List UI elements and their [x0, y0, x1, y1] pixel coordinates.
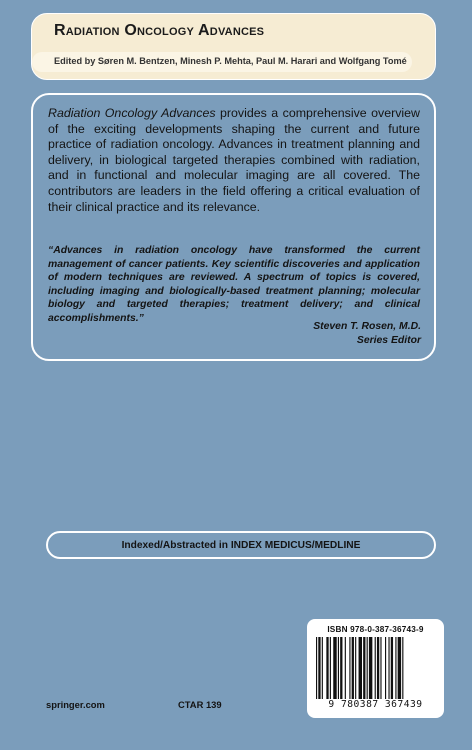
book-description	[48, 106, 420, 215]
endorsement-quote: “Advances in radiation oncology have transformed the current management of cancer patients. Key scientific discoveries and application of modern techniques are reviewed. A spectrum of topics is covered, including imaging and biologically-based treatment planning; molecular biology and targeted therapies; treatment delivery; and clinical accomplishments.”	[48, 245, 420, 324]
editors-line: Edited by Søren M. Bentzen, Minesh P. Mehta, Paul M. Harari and Wolfgang Tomé	[54, 56, 407, 66]
indexing-badge	[46, 531, 436, 559]
barcode-digits: 9 780387 367439	[328, 699, 423, 710]
description-text: provides a comprehensive overview of the exciting developments shaping the current and future practice of radiation oncology. Advances in treatment planning and delivery, in biological targeted therapies combined with radiation, and in functional and molecular imaging are all covered. The contributors are leaders in the field offering a critical evaluation of their clinical practice and its relevance.	[48, 106, 420, 214]
title-banner	[31, 13, 436, 80]
series-code: CTAR 139	[178, 699, 222, 710]
quote-author-role: Series Editor	[356, 334, 421, 346]
isbn-label: ISBN 978-0-387-36743-9	[327, 625, 424, 634]
quote-attribution	[313, 320, 421, 347]
publisher-url[interactable]: springer.com	[46, 699, 105, 710]
isbn-barcode-block	[307, 619, 444, 718]
barcode-icon	[314, 637, 437, 699]
description-book-name: Radiation Oncology Advances	[48, 106, 216, 120]
indexing-text: Indexed/Abstracted in INDEX MEDICUS/MEDLINE	[121, 539, 361, 551]
book-title: Radiation Oncology Advances	[54, 22, 265, 39]
quote-author: Steven T. Rosen, M.D.	[313, 321, 421, 332]
